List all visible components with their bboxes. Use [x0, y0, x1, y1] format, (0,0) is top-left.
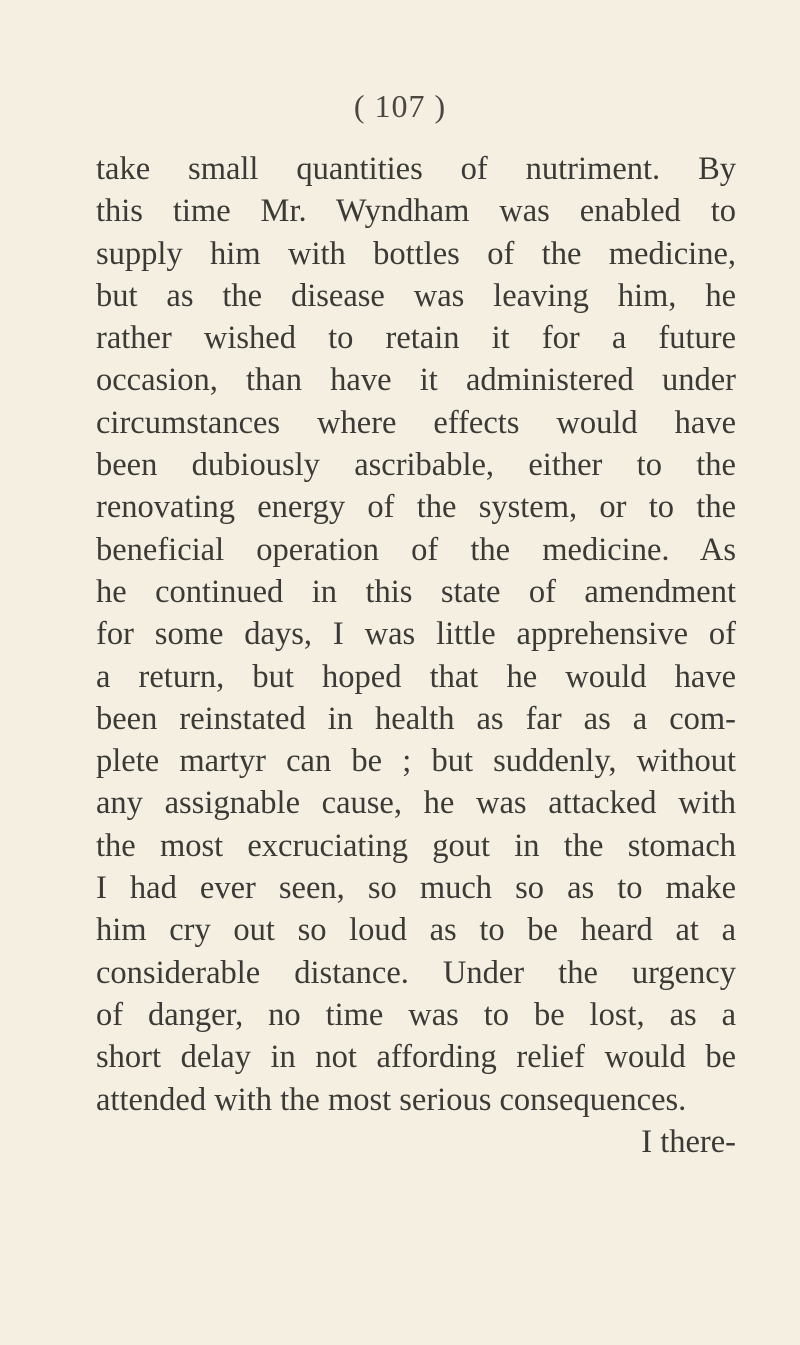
text-line: I had ever seen, so much so as to make [96, 870, 736, 907]
text-line: but as the disease was leaving him, he [96, 277, 736, 314]
catchword: I there- [641, 1123, 736, 1160]
text-line: beneficial operation of the medicine. As [96, 531, 736, 568]
page-number: ( 107 ) [353, 88, 447, 124]
text-line: he continued in this state of amendment [96, 573, 736, 610]
text-line: attended with the most serious consequences. [96, 1081, 687, 1118]
body-text [96, 148, 736, 1163]
text-line: been reinstated in health as far as a com- [96, 700, 736, 737]
text-line: him cry out so loud as to be heard at a [96, 912, 736, 949]
text-line: considerable distance. Under the urgency [96, 954, 736, 991]
text-line: circumstances where effects would have [96, 404, 736, 441]
text-line: short delay in not affording relief would be [96, 1039, 736, 1076]
text-line: supply him with bottles of the medicine, [96, 235, 736, 272]
text-line: for some days, I was little apprehensive of [96, 616, 736, 653]
text-line: been dubiously ascribable, either to the [96, 447, 736, 484]
text-line: of danger, no time was to be lost, as a [96, 996, 736, 1033]
text-line: rather wished to retain it for a future [96, 320, 736, 357]
text-line: the most excruciating gout in the stomach [96, 827, 736, 864]
text-line: take small quantities of nutriment. By [96, 151, 736, 187]
text-line: this time Mr. Wyndham was enabled to [96, 193, 736, 230]
text-line: occasion, than have it administered under [96, 362, 736, 399]
text-line: renovating energy of the system, or to the [96, 489, 736, 526]
text-line: a return, but hoped that he would have [96, 658, 736, 695]
text-line: plete martyr can be ; but suddenly, without [96, 743, 736, 780]
text-line: any assignable cause, he was attacked with [96, 785, 736, 822]
